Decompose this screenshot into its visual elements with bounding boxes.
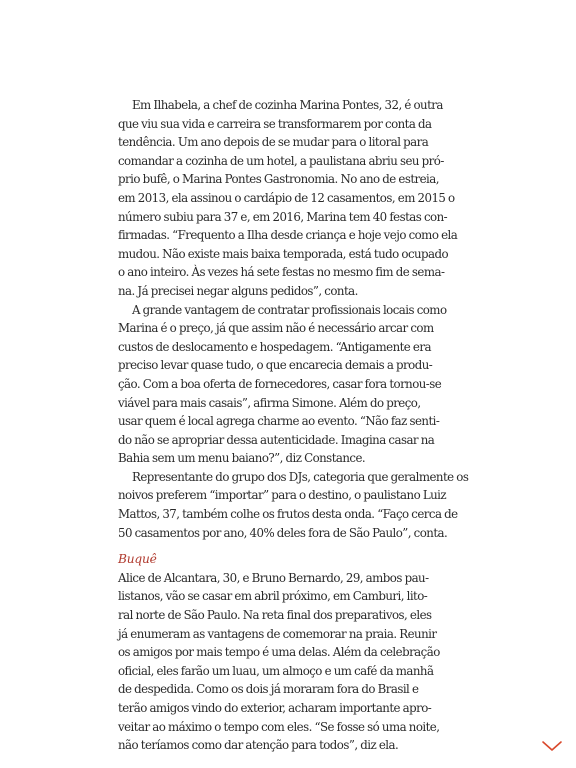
text-line: do não se apropriar dessa autenticidade. Imagina casar na — [118, 432, 435, 447]
paragraph-ilhabela — [118, 96, 460, 301]
text-line: mudou. Não existe mais baixa temporada, está tudo ocupado — [118, 246, 449, 261]
text-line: terão amigos vindo do exterior, acharam importante apro- — [118, 701, 432, 715]
text-line: tendência. Um ano depois de se mudar para o litoral para — [118, 135, 429, 150]
text-line: Mattos, 37, também colhe os frutos desta onda. “Faço cerca de — [118, 507, 458, 522]
text-line: de despedida. Como os dois já moraram fora do Brasil e — [118, 682, 419, 697]
text-line: custos de deslocamento e hospedagem. “Antigamente era — [118, 339, 431, 354]
text-line: não teríamos como dar atenção para todos”, diz ela. — [118, 738, 399, 753]
section-subheading: Buquê — [118, 552, 157, 567]
text-line: que viu sua vida e carreira se transformarem por conta da — [118, 116, 432, 131]
paragraph-buque — [118, 569, 460, 755]
text-line: usar quem é local agrega charme ao evento. “Não faz senti- — [118, 414, 440, 429]
text-line: ção. Com a boa oferta de fornecedores, casar fora tornou-se — [118, 376, 442, 391]
text-line: em 2013, ela assinou o cardápio de 12 casamentos, em 2015 o — [118, 190, 455, 205]
chevron-down-icon — [540, 738, 564, 754]
text-line: 50 casamentos por ano, 40% deles fora de São Paulo”, conta. — [118, 525, 448, 540]
next-page-button[interactable] — [540, 738, 564, 754]
paragraph-vantagem — [118, 301, 460, 468]
text-line: Em Ilhabela, a chef de cozinha Marina Pontes, 32, é outra — [132, 98, 443, 112]
text-line: já enumeram as vantagens de comemorar na praia. Reunir — [118, 626, 437, 641]
article-body — [118, 96, 469, 755]
text-line: Representante do grupo dos DJs, categoria que geralmente os — [132, 469, 469, 484]
text-line: ral norte de São Paulo. Na reta final dos preparativos, eles — [118, 608, 432, 623]
text-line: veitar ao máximo o tempo com eles. “Se fosse só uma noite, — [118, 719, 440, 734]
text-line: os amigos por mais tempo é uma delas. Além da celebração — [118, 645, 440, 660]
text-line: viável para mais casais”, afirma Simone. Além do preço, — [118, 395, 421, 410]
text-line: noivos preferem “importar” para o destino, o paulistano Luiz — [118, 488, 447, 503]
text-line: oficial, eles farão um luau, um almoço e um café da manhã — [118, 663, 434, 678]
text-line: firmadas. “Frequento a Ilha desde criança e hoje vejo como ela — [118, 228, 458, 243]
text-line: listanos, vão se casar em abril próximo, em Camburi, lito- — [118, 589, 428, 604]
text-line: Alice de Alcantara, 30, e Bruno Bernardo, 29, ambos pau- — [118, 570, 429, 585]
text-line: Marina é o preço, já que assim não é necessário arcar com — [118, 321, 434, 336]
text-line: na. Já precisei negar alguns pedidos”, conta. — [118, 283, 358, 298]
text-line: Bahia sem um menu baiano?”, diz Constance. — [118, 451, 366, 466]
paragraph-djs — [118, 468, 469, 542]
text-line: número subiu para 37 e, em 2016, Marina tem 40 festas con- — [118, 209, 448, 224]
text-line: A grande vantagem de contratar profissionais locais como — [132, 302, 447, 317]
text-line: comandar a cozinha de um hotel, a paulistana abriu seu pró- — [118, 153, 444, 168]
text-line: prio bufê, o Marina Pontes Gastronomia. No ano de estreia, — [118, 172, 439, 187]
text-line: preciso levar quase tudo, o que encarecia demais a produ- — [118, 358, 433, 373]
text-line: o ano inteiro. Às vezes há sete festas no mesmo fim de sema- — [118, 265, 445, 280]
